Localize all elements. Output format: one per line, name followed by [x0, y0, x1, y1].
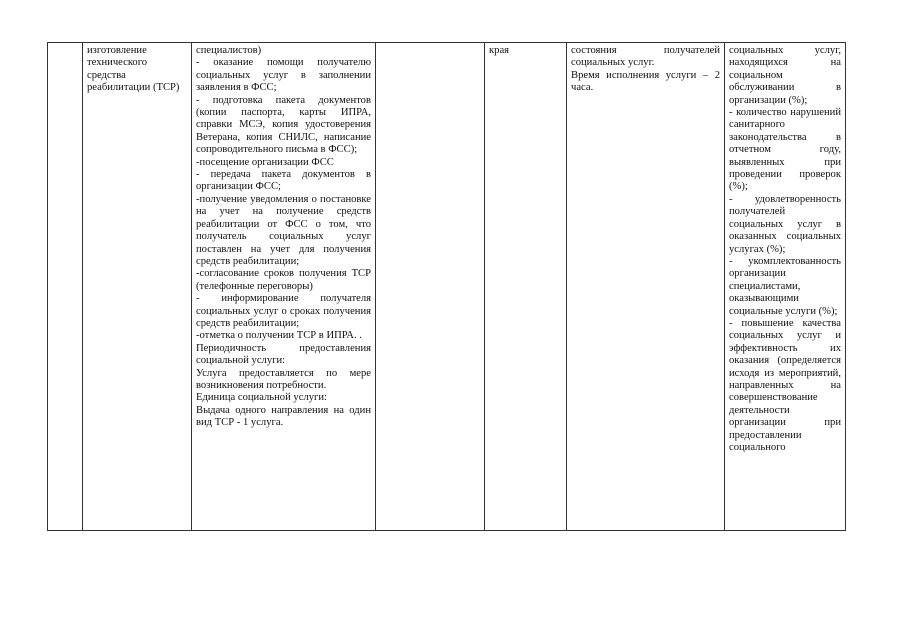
table-row — [48, 43, 846, 531]
empty-cell — [376, 43, 485, 531]
service-content-cell — [192, 43, 376, 531]
content-line: - информирование получателя социальных услуг о сроках получения средств реабилитации; — [196, 293, 371, 329]
content-line: - оказание помощи получателю социальных услуг в заполнении заявления в ФСС; — [196, 57, 371, 94]
content-line: Единица социальной услуги: — [196, 392, 327, 404]
content-line: Выдача одного направления на один вид ТСР - 1 услуга. — [196, 404, 371, 429]
number-cell — [48, 43, 83, 531]
content-line: Периодичность предоставления социальной услуги: — [196, 342, 371, 367]
service-name: изготовление технического средства реабилитации (ТСР) — [87, 45, 180, 94]
indicator-line: - количество нарушений санитарного законодательства в отчетном году, выявленных при проведении проверок (%); — [729, 107, 841, 193]
services-table — [47, 42, 846, 531]
indicator-line: социальных услуг, находящихся на социальном обслуживании в организации (%); — [729, 45, 841, 106]
content-line: Услуга предоставляется по мере возникновения потребности. — [196, 367, 371, 391]
content-line: -согласование сроков получения ТСР (телефонные переговоры) — [196, 268, 371, 292]
indicator-line: - укомплектованность организации специалистами, оказывающими социальные услуги (%); — [729, 255, 841, 317]
content-line: специалистов) — [196, 45, 262, 56]
cost-text: края — [489, 45, 510, 56]
indicator-line: - удовлетворенность получателей социальных услуг в оказанных социальных услугах (%); — [729, 193, 841, 255]
indicator-line: - повышение качества социальных услуг и эффективность их оказания (определяется исходя из мероприятий, направленных на совершенствование деятельности организации при предоставлении социального — [729, 317, 841, 453]
conditions-line: состояния получателей социальных услуг. — [571, 45, 720, 69]
indicators-cell — [725, 43, 846, 531]
content-line: - передача пакета документов в организации ФСС; — [196, 169, 371, 193]
content-line: -получение уведомления о постановке на учет на получение средств реабилитации от ФСС о том, что получатель социальных услуг поставлен на учет для получения средств реабилитации; — [196, 193, 371, 267]
content-line: - подготовка пакета документов (копии паспорта, карты ИПРА, справки МСЭ, копия удостоверения Ветерана, копия СНИЛС, написание сопроводительного письма в ФСС); — [196, 94, 371, 156]
conditions-line: Время исполнения услуги – 2 часа. — [571, 69, 720, 94]
content-line: -посещение организации ФСС — [196, 156, 334, 168]
content-line: -отметка о получении ТСР в ИПРА. . — [196, 330, 362, 342]
cost-cell — [485, 43, 567, 531]
service-name-cell — [83, 43, 192, 531]
conditions-cell — [567, 43, 725, 531]
